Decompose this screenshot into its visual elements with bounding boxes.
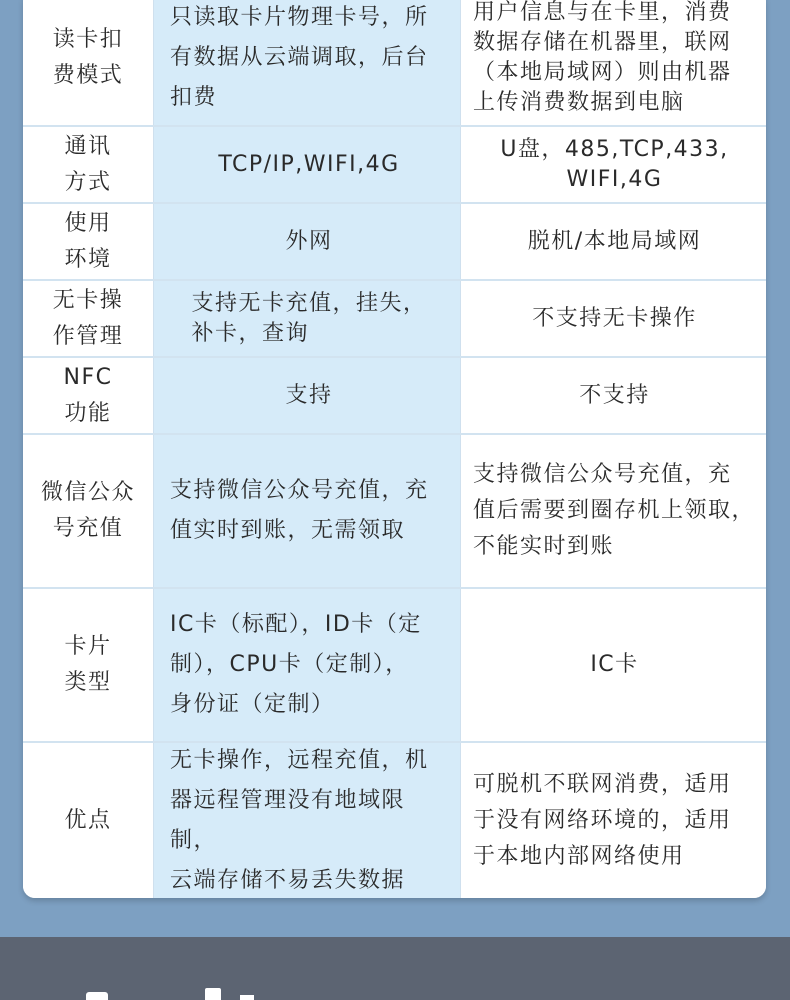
cloud-cell: 外网: [285, 228, 333, 254]
next-section-band: [0, 937, 790, 1000]
local-cell: 不支持: [579, 382, 650, 408]
table-row: [23, 743, 766, 898]
table-row: [23, 358, 766, 433]
cloud-cell: 支持无卡充值，挂失， 补卡，查询: [191, 290, 427, 346]
cloud-cell: IC卡（标配），ID卡（定 制），CPU卡（定制）， 身份证（定制）: [170, 612, 422, 717]
local-cell: 脱机/本地局域网: [527, 228, 702, 254]
cloud-cell: 无卡操作，远程充值，机 器远程管理没有地域限制， 云端存储不易丢失数据: [170, 747, 429, 893]
table-row: [23, 589, 766, 741]
cloud-cell: 支持微信公众号充值，充 值实时到账，无需领取: [170, 478, 429, 543]
row-label: 卡片 类型: [64, 634, 112, 695]
table-row: [23, 435, 766, 587]
heading-glyph-fragment: [86, 992, 108, 1000]
row-label: 使用 环境: [64, 210, 112, 272]
cloud-cell: 只读取卡片物理卡号，所 有数据从云端调取，后台 扣费: [170, 4, 429, 110]
table-row: [23, 127, 766, 202]
heading-glyph-fragment: [205, 988, 221, 1000]
local-cell: 可脱机不联网消费，适用 于没有网络环境的，适用 于本地内部网络使用: [473, 771, 732, 869]
row-label: 通讯 方式: [64, 133, 112, 195]
row-label: 读卡扣 费模式: [52, 26, 124, 88]
local-cell: U盘，485,TCP,433, WIFI,4G: [500, 136, 729, 192]
row-label: NFC 功能: [63, 364, 113, 426]
local-cell: IC卡: [590, 652, 639, 677]
heading-glyph-fragment: [240, 995, 254, 1000]
row-label: 无卡操 作管理: [52, 287, 124, 349]
local-cell: 用户信息与在卡里，消费 数据存储在机器里，联网 （本地局域网）则由机器 上传消费数据到电脑: [473, 0, 732, 115]
table-row: [23, 0, 766, 125]
row-label: 优点: [64, 807, 112, 833]
table-row: [23, 281, 766, 356]
local-cell: 支持微信公众号充值，充 值后需要到圈存机上领取， 不能实时到账: [473, 462, 756, 559]
comparison-table: [23, 0, 766, 898]
cloud-cell: 支持: [285, 382, 333, 408]
table-row: [23, 204, 766, 279]
local-cell: 不支持无卡操作: [532, 305, 697, 331]
row-label: 微信公众 号充值: [40, 480, 135, 541]
cloud-cell: TCP/IP,WIFI,4G: [218, 151, 400, 177]
